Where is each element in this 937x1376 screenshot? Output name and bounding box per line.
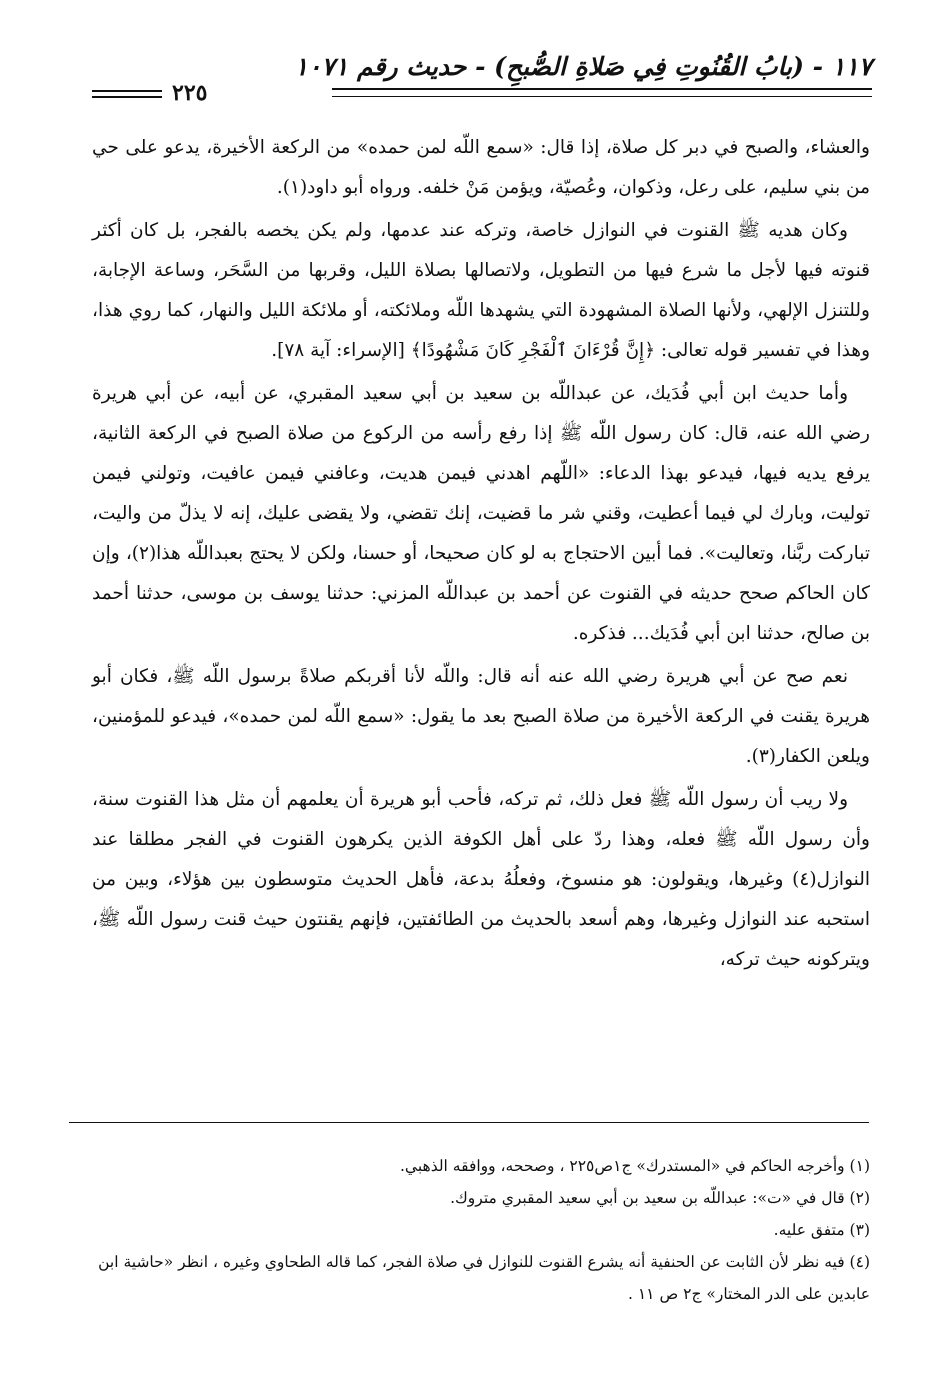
paragraph: وكان هديه ﷺ القنوت في النوازل خاصة، وتركه عند عدمها، ولم يكن يخصه بالفجر، بل كان أكثر قنوته فيها لأجل ما شرع فيها من التطويل، ولاتصالها بصلاة الليل، وقربها من السَّحَر، وساعة الإجابة، وللتنزل الإلهي، ولأنها الصلاة المشهودة التي يشهدها اللّه وملائكته، أو ملائكة الليل والنهار، كما روي هذا، وهذا في تفسير قوله تعالى: ﴿إِنَّ قُرْءَانَ ٱلْفَجْرِ كَانَ مَشْهُودًا﴾ [الإسراء: آية ٧٨]. <box>92 220 870 361</box>
paragraph: والعشاء، والصبح في دبر كل صلاة، إذا قال: «سمع اللّه لمن حمده» من الركعة الأخيرة، يدعو على حي من بني سليم، على رعل، وذكوان، وعُصيّة، ويؤمن مَنْ خلفه. ورواه أبو داود(١). <box>92 137 870 198</box>
header-rule-thin <box>332 96 872 97</box>
main-text <box>92 128 870 983</box>
footnote: (١) وأخرجه الحاكم في «المستدرك» ج١ص٢٢٥ ، وصححه، ووافقه الذهبي. <box>400 1157 870 1175</box>
header-rule <box>332 88 872 90</box>
paragraph: ولا ريب أن رسول اللّه ﷺ فعل ذلك، ثم تركه، فأحب أبو هريرة أن يعلمهم أن مثل هذا القنوت سنة، وأن رسول اللّه ﷺ فعله، وهذا ردّ على أهل الكوفة الذين يكرهون القنوت في الفجر مطلقا عند النوازل(٤) وغيرها، ويقولون: هو منسوخ، وفعلُهُ بدعة، فأهل الحديث متوسطون بين هؤلاء، وبين من استحبه عند النوازل وغيرها، وهم أسعد بالحديث من الطائفتين، فإنهم يقنتون حيث قنت رسول اللّه ﷺ، ويتركونه حيث تركه، <box>92 789 870 970</box>
footnotes <box>92 1150 870 1310</box>
page-header <box>92 52 872 112</box>
page-number-rule-lower <box>92 96 162 98</box>
paragraph: نعم صح عن أبي هريرة رضي الله عنه أنه قال: واللّه لأنا أقربكم صلاةً برسول اللّه ﷺ، فكان أبو هريرة يقنت في الركعة الأخيرة من صلاة الصبح بعد ما يقول: «سمع اللّه لمن حمده»، فيدعو للمؤمنين، ويلعن الكفار(٣). <box>92 666 870 767</box>
page-number: ٢٢٥ <box>172 80 208 106</box>
footnote: (٤) فيه نظر لأن الثابت عن الحنفية أنه يشرع القنوت للنوازل في صلاة الفجر، كما قاله الطحاوي وغيره ، انظر «حاشية ابن عابدين على الدر المختار» ج٢ ص ١١ . <box>98 1253 870 1303</box>
page-number-rule <box>92 90 162 92</box>
running-title: ١١٧ - (بابُ القُنُوتِ فِي صَلاةِ الصُّبحِ) - حديث رقم ١٠٧١ <box>294 52 872 81</box>
footnote: (٢) قال في «ت»: عبداللّه بن سعيد بن أبي سعيد المقبري متروك. <box>450 1189 870 1207</box>
paragraph: وأما حديث ابن أبي فُدَيك، عن عبداللّه بن سعيد بن أبي سعيد المقبري، عن أبيه، عن أبي هريرة رضي الله عنه، قال: كان رسول اللّه ﷺ إذا رفع رأسه من الركوع من صلاة الصبح في الركعة الثانية، يرفع يديه فيها، فيدعو بهذا الدعاء: «اللّهم اهدني فيمن هديت، وعافني فيمن عافيت، وتولني فيمن توليت، وبارك لي فيما أعطيت، وقني شر ما قضيت، إنك تقضي، ولا يقضى عليك، إنه لا يذلّ من واليت، تباركت ربَّنا، وتعاليت». فما أبين الاحتجاج به لو كان صحيحا، أو حسنا، ولكن لا يحتج بعبداللّه هذا(٢)، وإن كان الحاكم صحح حديثه في القنوت عن أحمد بن عبداللّه المزني: حدثنا يوسف بن موسى، حدثنا أحمد بن صالح، حدثنا ابن أبي فُدَيك... فذكره. <box>92 383 870 644</box>
footnote: (٣) متفق عليه. <box>773 1221 870 1239</box>
footnote-separator <box>69 1122 869 1123</box>
